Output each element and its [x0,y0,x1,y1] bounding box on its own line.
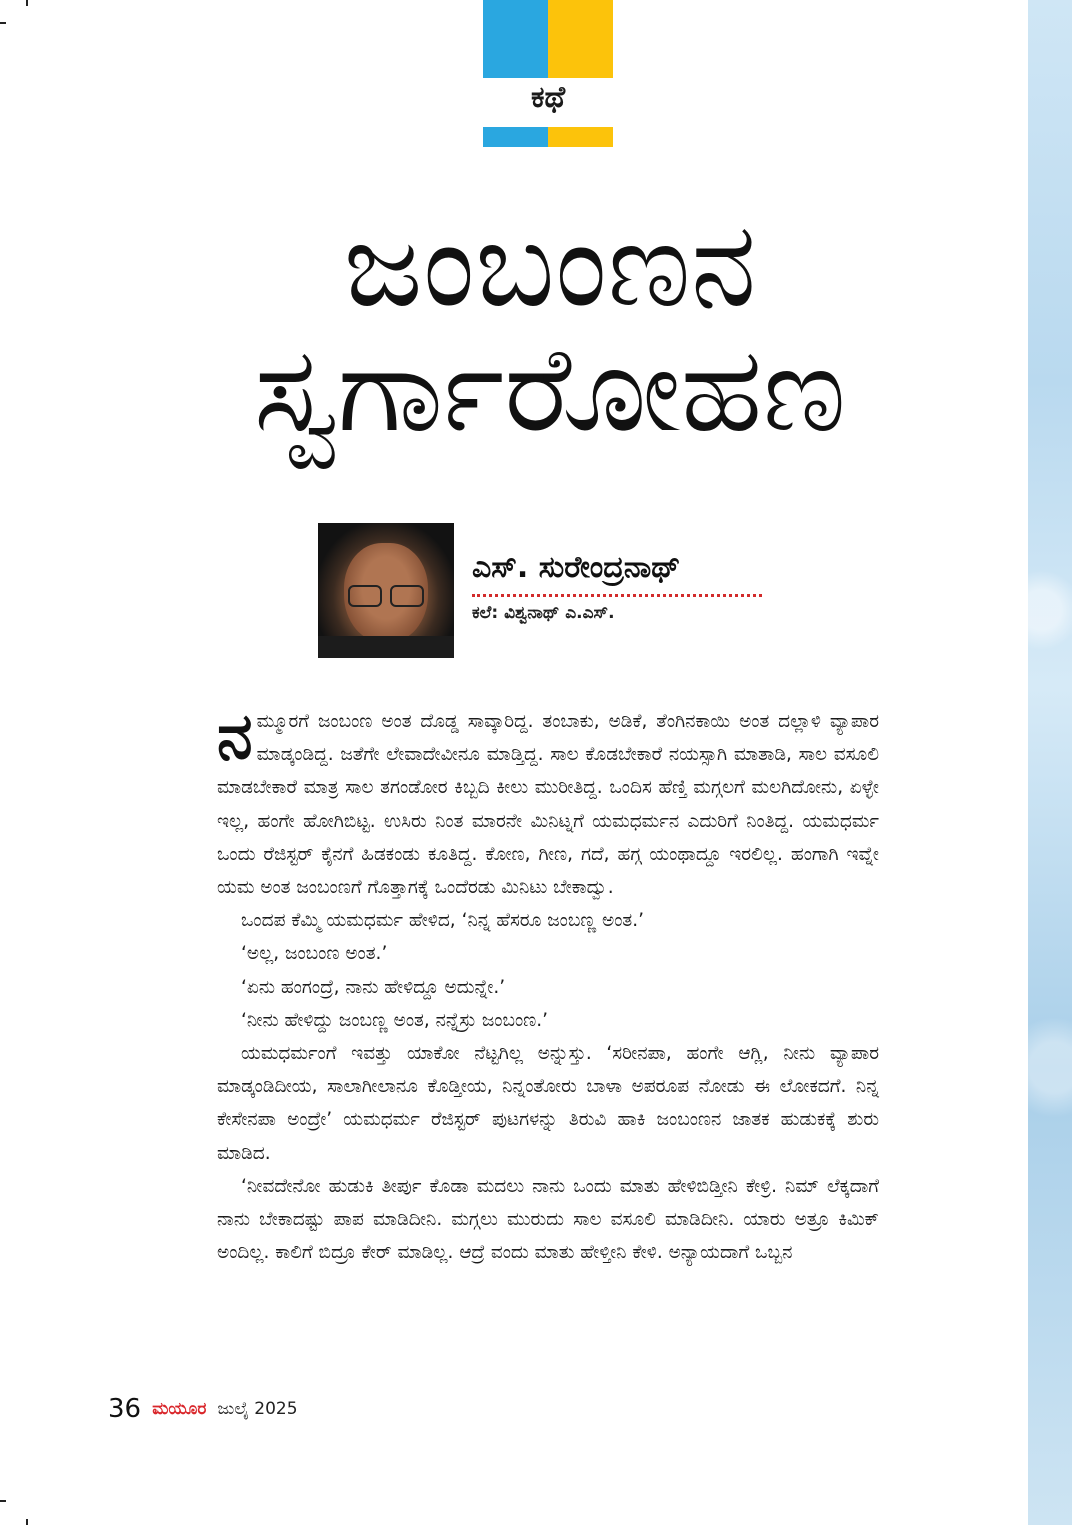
category-badge-yellow-block [548,0,613,78]
author-shirt [318,636,454,658]
illustrator-credit: ಕಲೆ: ವಿಶ್ವನಾಥ್‌ ಎ.ಎಸ್‌. [472,603,615,623]
article-paragraph-7: ‘ನೀವದೇನೋ ಹುಡುಕಿ ತೀರ್ಪು ಕೊಡಾ ಮದಲು ನಾನು ಒಂದು ಮಾತು ಹೇಳಿಬಿಡ್ತೀನಿ ಕೇಳ್ರಿ. ನಿಮ್‌ ಲೆಕ್ಕದಾಗೆ ನಾನು ಬೇಕಾದಷ್ಟು ಪಾಪ ಮಾಡಿದೀನಿ. ಮಗ್ಗಲು ಮುರುದು ಸಾಲ ವಸೂಲಿ ಮಾಡಿದೀನಿ. ಯಾರು ಅತ್ರೂ ಕಿಮಿಕ್‌ ಅಂದಿಲ್ಲ. ಕಾಲಿಗೆ ಬಿದ್ರೂ ಕೇರ್‌ ಮಾಡಿಲ್ಲ. ಆದ್ರೆ ವಂದು ಮಾತು ಹೇಳ್ತೀನಿ ಕೇಳಿ. ಅನ್ಯಾಯದಾಗೆ ಒಬ್ಬನ [217,1175,879,1264]
author-name: ಎಸ್‌. ಸುರೇಂದ್ರನಾಥ್‌ [472,550,681,585]
issue-date: ಜುಲೈ 2025 [217,1399,298,1419]
crop-mark [0,22,6,24]
category-badge [483,0,613,148]
article-paragraph-5: ‘ನೀನು ಹೇಳಿದ್ದು ಜಂಬಣ್ಣ ಅಂತ, ನನ್ನೆಸ್ರು ಜಂಬಂಣ.’ [241,1009,549,1031]
magazine-name: ಮಯೂರ [152,1399,207,1419]
article-paragraph-4: ‘ಏನು ಹಂಗಂದ್ರೆ, ನಾನು ಹೇಳಿದ್ದೂ ಅದುನ್ನೇ.’ [241,976,506,998]
author-divider [472,594,762,597]
category-badge-blue-bar [483,127,548,147]
article-paragraph-1 [217,700,879,904]
page-number: 36 [108,1394,142,1424]
category-label: ಕಥೆ [530,80,566,115]
article-body [217,700,879,1269]
crop-mark [0,1500,6,1502]
decorative-side-strip [1028,0,1072,1525]
page-footer [108,1394,298,1424]
crop-mark [26,1519,28,1525]
crop-mark [26,0,28,6]
glasses-icon [348,585,424,605]
story-title-line-1: ಜಂಬಂಣನ [343,195,757,333]
category-badge-yellow-bar [548,127,613,147]
drop-cap: ನ [217,700,253,774]
category-badge-blue-block [483,0,548,78]
author-photo [318,523,454,658]
article-paragraph-6: ಯಮಧರ್ಮಂಗೆ ಇವತ್ತು ಯಾಕೋ ನೆಟ್ಟಗಿಲ್ಲ ಅನ್ನುಸ್ತು. ‘ಸರೀನಪಾ, ಹಂಗೇ ಆಗ್ಲಿ, ನೀನು ವ್ಯಾಪಾರ ಮಾಡ್ಕಂಡಿದೀಯ, ಸಾಲಾಗೀಲಾನೂ ಕೊಡ್ತೀಯ, ನಿನ್ನಂತೋರು ಬಾಳಾ ಅಪರೂಪ ನೋಡು ಈ ಲೋಕದಗೆ. ನಿನ್ನ ಕೇಸೇನಪಾ ಅಂದ್ರೇ’ ಯಮಧರ್ಮ ರೆಜಿಸ್ಟರ್‌ ಪುಟಗಳನ್ನು ತಿರುವಿ ಹಾಕಿ ಜಂಬಂಣನ ಜಾತಕ ಹುಡುಕಕ್ಕೆ ಶುರು ಮಾಡಿದ. [217,1043,879,1164]
article-paragraph-2: ಒಂದಪ ಕೆಮ್ಮಿ ಯಮಧರ್ಮ ಹೇಳಿದ, ‘ನಿನ್ನ ಹೆಸರೂ ಜಂಬಣ್ಣ ಅಂತ.’ [241,910,644,932]
article-paragraph-3: ‘ಅಲ್ಲ, ಜಂಬಂಣ ಅಂತ.’ [241,943,388,965]
paragraph-text: ಮ್ಮೂರಗೆ ಜಂಬಂಣ ಅಂತ ದೊಡ್ಡ ಸಾವ್ಕಾರಿದ್ದ. ತಂಬಾಕು, ಅಡಿಕೆ, ತೆಂಗಿನಕಾಯಿ ಅಂತ ದಲ್ಲಾಳಿ ವ್ಯಾಪಾರ ಮಾಡ್ಕಂಡಿದ್ದ. ಜತೆಗೇ ಲೇವಾದೇವೀನೂ ಮಾಡ್ತಿದ್ದ. ಸಾಲ ಕೊಡಬೇಕಾರೆ ನಯಸ್ಸಾಗಿ ಮಾತಾಡಿ, ಸಾಲ ವಸೂಲಿ ಮಾಡಬೇಕಾರೆ ಮಾತ್ರ ಸಾಲ ತಗಂಡೋರ ಕಿಬ್ಬದಿ ಕೀಲು ಮುರೀತಿದ್ದ. ಒಂದಿಸ ಹೆಣ್ತಿ ಮಗ್ಗಲಗೆ ಮಲಗಿದೋನು, ಏಳ್ಳೇ ಇಲ್ಲ, ಹಂಗೇ ಹೋಗಿಬಿಟ್ಟ. ಉಸಿರು ನಿಂತ ಮಾರನೇ ಮಿನಿಟ್ನಗೆ ಯಮಧರ್ಮನ ಎದುರಿಗೆ ನಿಂತಿದ್ದ. ಯಮಧರ್ಮ ಒಂದು ರೆಜಿಸ್ಟರ್‌ ಕೈನಗೆ ಹಿಡಕಂಡು ಕೂತಿದ್ದ. ಕೋಣ, ಗೀಣ, ಗದೆ, ಹಗ್ಗ ಯಂಥಾದ್ದೂ ಇರಲಿಲ್ಲ. ಹಂಗಾಗಿ ಇವ್ನೇ ಯಮ ಅಂತ ಜಂಬಂಣಗೆ ಗೊತ್ತಾಗಕ್ಕೆ ಒಂದೆರಡು ಮಿನಿಟು ಬೇಕಾದ್ವು. [217,711,879,899]
story-title-line-2: ಸ್ವರ್ಗಾರೋಹಣ [253,320,847,458]
